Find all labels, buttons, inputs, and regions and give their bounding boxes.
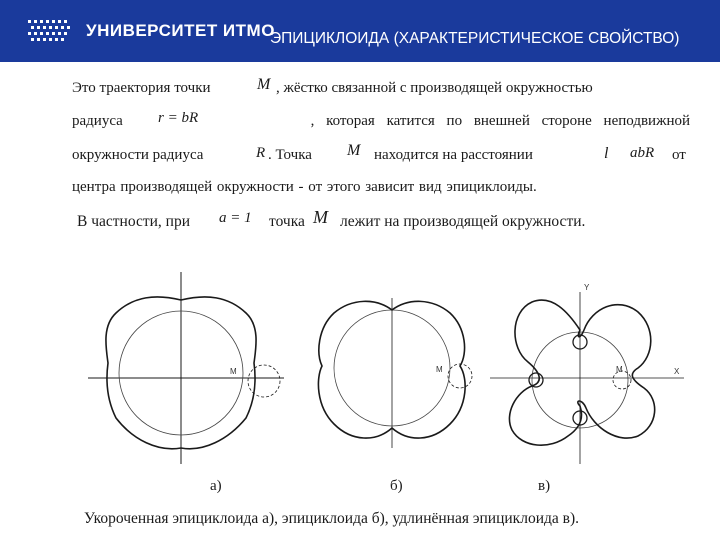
text-line-1 bbox=[72, 80, 593, 97]
line2-part-b: , которая катится по внешней стороне неподвижной bbox=[310, 113, 690, 129]
formula-l: l bbox=[604, 145, 609, 162]
slide-title: ЭПИЦИКЛОИДА (ХАРАКТЕРИСТИЧЕСКОЕ СВОЙСТВО) bbox=[270, 30, 680, 47]
formula-m-3: M bbox=[313, 207, 328, 227]
line3-part-c: находится на расстоянии bbox=[374, 147, 533, 163]
fig-c-label-m: M bbox=[616, 365, 623, 374]
line5-part-b: точка bbox=[269, 213, 305, 230]
line5-part-a: В частности, при bbox=[77, 213, 191, 230]
line1-part-b: , жёстко связанной с производящей окружностью bbox=[276, 80, 593, 96]
figure-b-epicycloid bbox=[308, 268, 478, 468]
figure-b-label: б) bbox=[390, 478, 403, 494]
formula-m-1: M bbox=[257, 76, 271, 93]
figure-caption: Укороченная эпициклоида а), эпициклоида б), удлинённая эпициклоида в). bbox=[84, 510, 579, 527]
fig-b-label-m: M bbox=[436, 365, 443, 374]
line2-part-a: радиуса bbox=[72, 113, 123, 129]
formula-r-eq: r = bR bbox=[158, 110, 199, 126]
line3-part-d: от bbox=[672, 147, 686, 163]
formula-abr: abR bbox=[630, 145, 655, 161]
line1-part-a: Это траектория точки bbox=[72, 80, 211, 96]
line3-part-a: окружности радиуса bbox=[72, 147, 204, 163]
fig-a-label-m: M bbox=[230, 367, 237, 376]
figure-a-shortened-epicycloid bbox=[88, 268, 298, 468]
formula-r: R bbox=[256, 145, 266, 161]
figure-c-label: в) bbox=[538, 478, 551, 494]
figure-c-elongated-epicycloid bbox=[488, 268, 688, 468]
itmo-logo-icon bbox=[26, 16, 76, 46]
figure-a-label: а) bbox=[210, 478, 222, 494]
fig-c-label-y: Y bbox=[584, 283, 590, 292]
logo-text: УНИВЕРСИТЕТ ИТМО bbox=[86, 21, 275, 40]
slide-header bbox=[0, 0, 720, 62]
formula-m-2: M bbox=[347, 142, 361, 159]
text-line-4: центра производящей окружности - от этого зависит вид эпициклоиды. bbox=[72, 179, 537, 195]
fig-c-label-x: X bbox=[674, 367, 680, 376]
formula-a-eq: a = 1 bbox=[219, 210, 252, 226]
line5-part-c: лежит на производящей окружности. bbox=[340, 213, 586, 230]
text-line-3 bbox=[72, 147, 203, 164]
line3-part-b: . Точка bbox=[268, 147, 312, 163]
